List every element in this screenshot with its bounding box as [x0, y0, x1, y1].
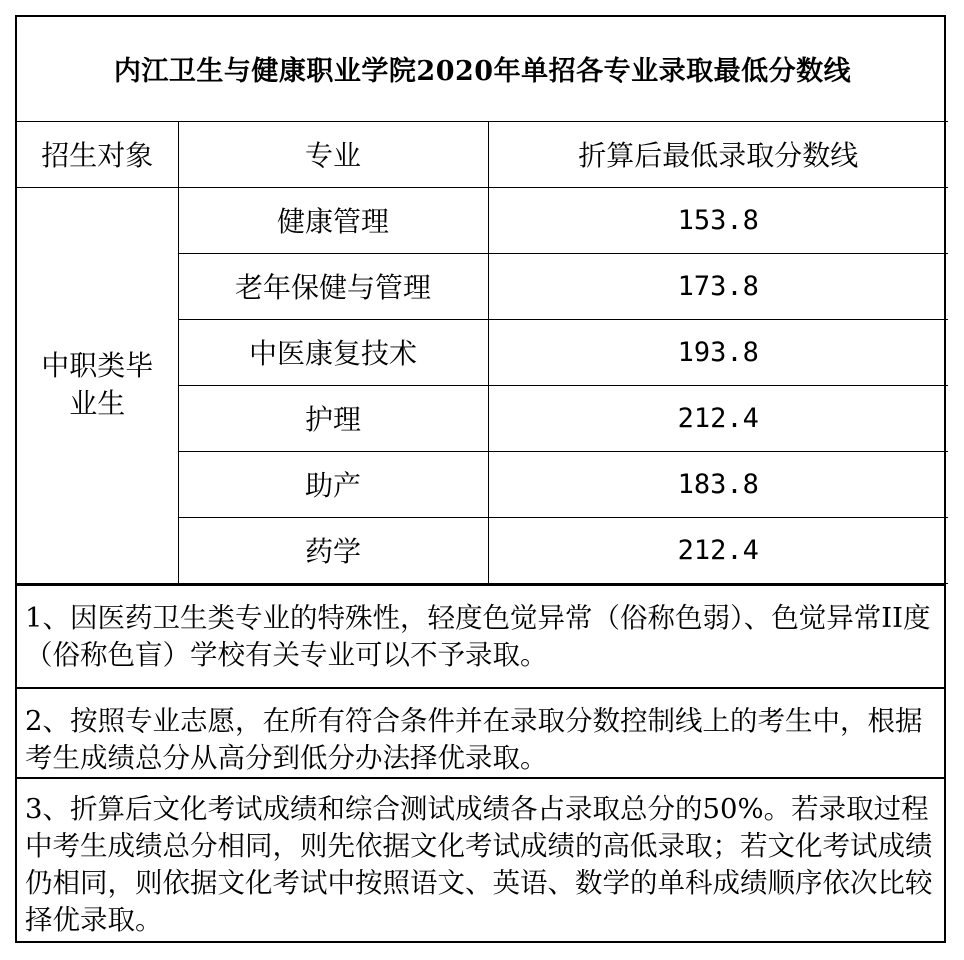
major-name: 健康管理: [178, 187, 488, 253]
major-name: 药学: [178, 517, 488, 583]
target-group-line-2: 业生: [69, 387, 126, 420]
header-target: 招生对象: [17, 121, 178, 187]
note-3: 3、折算后文化考试成绩和综合测试成绩各占录取总分的50%。若录取过程中考生成绩总分相同，则先依据文化考试成绩的高低录取；若文化考试成绩仍相同，则依据文化考试中按照语文、英语、数学的单科成绩顺序依次比较择优录取。: [17, 777, 944, 947]
table-row: [17, 187, 948, 253]
min-score: 212.4: [488, 385, 948, 451]
admission-score-sheet: [15, 15, 946, 943]
target-group-cell: [17, 187, 178, 583]
target-group-line-1: 中职类毕: [41, 349, 154, 382]
header-row: [17, 121, 948, 187]
min-score: 183.8: [488, 451, 948, 517]
header-major: 专业: [178, 121, 488, 187]
major-name: 护理: [178, 385, 488, 451]
header-score: 折算后最低录取分数线: [488, 121, 948, 187]
major-name: 老年保健与管理: [178, 253, 488, 319]
score-table: [17, 17, 948, 584]
note-2: 2、按照专业志愿，在所有符合条件并在录取分数控制线上的考生中，根据考生成绩总分从高分到低分办法择优录取。: [17, 687, 944, 777]
major-name: 助产: [178, 451, 488, 517]
note-1: 1、因医药卫生类专业的特殊性，轻度色觉异常（俗称色弱）、色觉异常II度（俗称色盲）学校有关专业可以不予录取。: [17, 584, 944, 687]
page-title: 内江卫生与健康职业学院2020年单招各专业录取最低分数线: [17, 17, 948, 121]
min-score: 153.8: [488, 187, 948, 253]
min-score: 212.4: [488, 517, 948, 583]
min-score: 193.8: [488, 319, 948, 385]
title-row: [17, 17, 948, 121]
min-score: 173.8: [488, 253, 948, 319]
major-name: 中医康复技术: [178, 319, 488, 385]
